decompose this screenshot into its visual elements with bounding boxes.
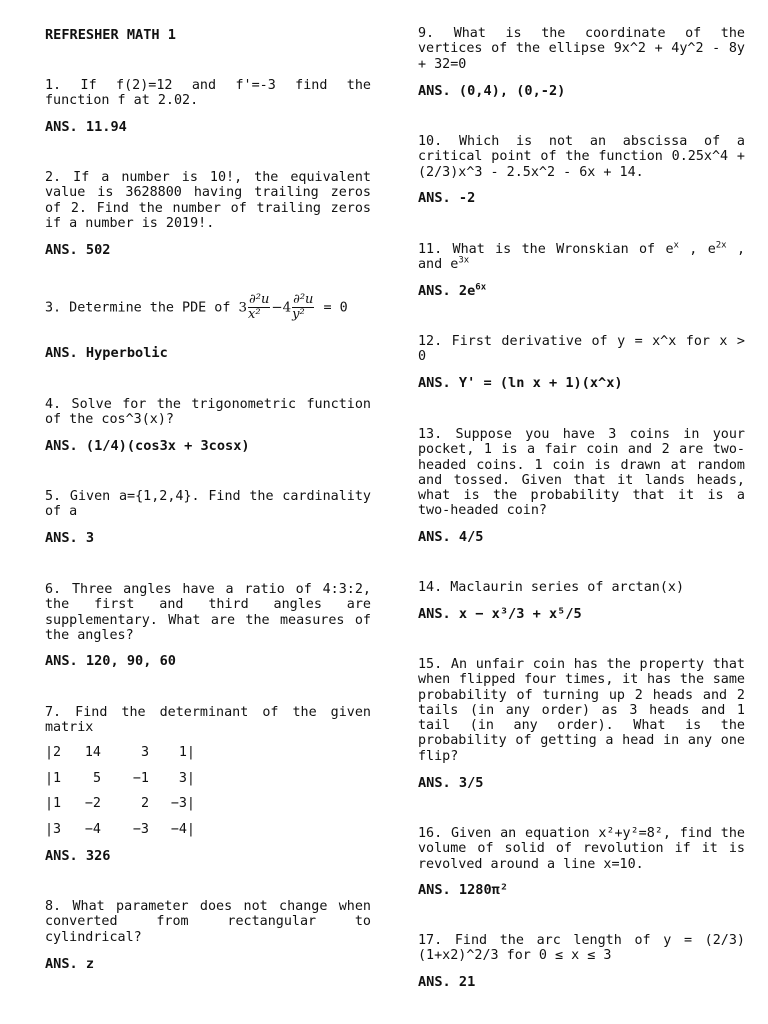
answer-16: ANS. 1280π² <box>418 882 509 898</box>
matrix-cell: 14 <box>84 745 101 760</box>
pde-equals-zero: = 0 <box>323 300 348 316</box>
answer-1: ANS. 11.94 <box>45 119 127 135</box>
answer-8: ANS. z <box>45 956 95 972</box>
question-7: 7. Find the determinant of the given matrix <box>45 705 371 736</box>
determinant-matrix <box>45 745 195 847</box>
matrix-row <box>45 796 195 822</box>
answer-11-base: ANS. 2e <box>418 283 476 299</box>
matrix-cell: 1| <box>178 745 195 760</box>
pde-denominator-1: x² <box>248 307 261 322</box>
matrix-cell: −4| <box>170 821 195 837</box>
matrix-cell: 3| <box>178 770 195 786</box>
answer-9: ANS. (0,4), (0,-2) <box>418 83 566 99</box>
matrix-cell: 2 <box>140 796 149 811</box>
question-14: 14. Maclaurin series of arctan(x) <box>418 580 685 595</box>
pde-denominator-2: y² <box>292 307 305 322</box>
question-15: 15. An unfair coin has the property that when flipped four times, it has the same probability of turning up 2 heads and 2 tails (in any order) as 3 heads and 1 tail (in any order). What is the probability of getting a head in any one flip? <box>418 657 745 764</box>
answer-4: ANS. (1/4)(cos3x + 3cosx) <box>45 438 250 454</box>
matrix-row <box>45 745 195 771</box>
superscript: 2x <box>715 240 727 251</box>
question-6: 6. Three angles have a ratio of 4:3:2, the first and third angles are supplementary. What are the measures of the angles? <box>45 582 371 643</box>
answer-17: ANS. 21 <box>418 974 476 990</box>
answer-5: ANS. 3 <box>45 530 95 546</box>
answer-10: ANS. -2 <box>418 190 476 206</box>
question-1: 1. If f(2)=12 and f'=-3 find the function f at 2.02. <box>45 78 371 109</box>
pde-numerator-2: ∂²u <box>293 292 314 307</box>
matrix-cell: |1 <box>45 770 62 786</box>
question-2: 2. If a number is 10!, the equivalent value is 3628800 having trailing zeros of 2. Find the number of trailing zeros if a number is 2019!. <box>45 170 371 231</box>
matrix-cell: 5 <box>92 770 101 786</box>
matrix-cell: |1 <box>45 796 62 811</box>
pde-fraction-1 <box>248 293 270 322</box>
pde-operator: −4 <box>271 300 292 316</box>
answer-12: ANS. Y' = (ln x + 1)(x^x) <box>418 375 623 391</box>
question-3 <box>45 293 375 322</box>
question-11 <box>418 242 745 273</box>
question-10: 10. Which is not an abscissa of a critical point of the function 0.25x^4 + (2/3)x^3 - 2.5x^2 - 6x + 14. <box>418 134 745 180</box>
matrix-cell: −2 <box>84 796 101 811</box>
answer-2: ANS. 502 <box>45 242 111 258</box>
question-9: 9. What is the coordinate of the vertices of the ellipse 9x^2 + 4y^2 - 8y + 32=0 <box>418 26 745 72</box>
question-5: 5. Given a={1,2,4}. Find the cardinality of a <box>45 489 371 520</box>
answer-3: ANS. Hyperbolic <box>45 345 168 361</box>
answer-15: ANS. 3/5 <box>418 775 484 791</box>
matrix-row <box>45 822 195 848</box>
superscript: 3x <box>458 255 470 266</box>
answer-7: ANS. 326 <box>45 848 111 864</box>
question-11-text-a: 11. What is the Wronskian of e <box>418 242 674 257</box>
question-3-prefix: 3. Determine the PDE of <box>45 300 231 316</box>
question-13: 13. Suppose you have 3 coins in your pocket, 1 is a fair coin and 2 are two-headed coins. 1 coin is drawn at random and tossed. Given that it lands heads, what is the probability that it is a two-headed coin? <box>418 427 745 519</box>
matrix-row <box>45 771 195 797</box>
question-12: 12. First derivative of y = x^x for x > 0 <box>418 334 745 365</box>
answer-6: ANS. 120, 90, 60 <box>45 653 176 669</box>
answer-14: ANS. x − x³/3 + x⁵/5 <box>418 606 582 622</box>
matrix-cell: −4 <box>84 821 101 837</box>
question-11-text-b: , e <box>678 242 716 257</box>
matrix-cell: −3 <box>132 821 149 837</box>
answer-13: ANS. 4/5 <box>418 529 484 545</box>
pde-coefficient-1: 3 <box>238 300 248 316</box>
page-title: REFRESHER MATH 1 <box>45 27 176 43</box>
matrix-cell: −1 <box>132 770 149 786</box>
superscript: x <box>673 240 679 251</box>
superscript: 6x <box>475 282 487 293</box>
matrix-cell: |2 <box>45 745 62 760</box>
pde-numerator-1: ∂²u <box>249 292 270 307</box>
answer-11 <box>418 283 486 299</box>
question-8: 8. What parameter does not change when converted from rectangular to cylindrical? <box>45 899 371 945</box>
matrix-cell: −3| <box>170 796 195 811</box>
question-16: 16. Given an equation x²+y²=8², find the volume of solid of revolution if it is revolved around a line x=10. <box>418 826 745 872</box>
question-17: 17. Find the arc length of y = (2/3) (1+x2)^2/3 for 0 ≤ x ≤ 3 <box>418 933 745 964</box>
matrix-cell: |3 <box>45 821 62 837</box>
matrix-cell: 3 <box>140 745 149 760</box>
pde-fraction-2 <box>292 293 314 322</box>
question-11-text-c: , and e <box>418 242 746 273</box>
question-4: 4. Solve for the trigonometric function of the cos^3(x)? <box>45 397 371 428</box>
